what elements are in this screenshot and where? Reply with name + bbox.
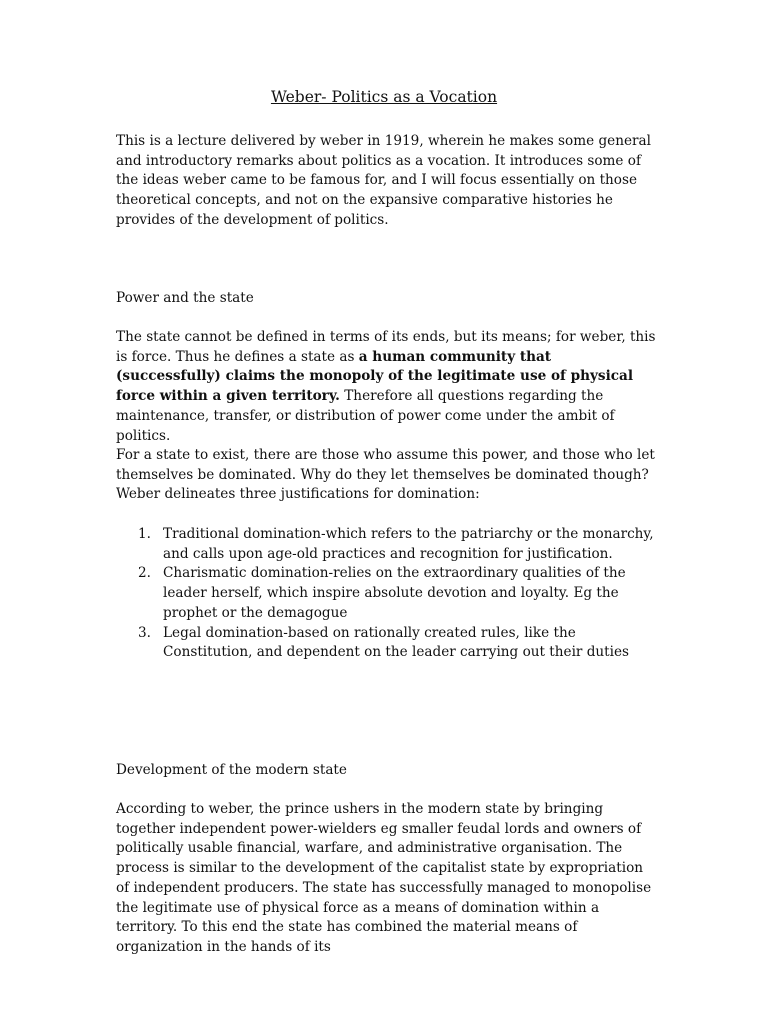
paragraph-text: The state cannot be defined in terms of its ends, but its means; for weber, this is force. Thus he defines a state as	[116, 329, 656, 365]
section-heading-power: Power and the state	[116, 290, 254, 306]
domination-paragraph: For a state to exist, there are those who assume this power, and those who let themselves be dominated. Why do they let themselves be dominated though? Weber delineates three justifications for domination:	[116, 447, 655, 503]
document-title: Weber- Politics as a Vocation	[270, 88, 498, 106]
intro-paragraph: This is a lecture delivered by weber in 1919, wherein he makes some general and introductory remarks about politics as a vocation. It introduces some of the ideas weber came to be famous for, and I will focus essentially on those theoretical concepts, and not on the expansive comparative histories he provides of the development of politics.	[116, 133, 651, 228]
bold-definition: a human community that (successfully) claims the monopoly of the legitimate use of physical force within a given territory.	[116, 348, 633, 405]
paragraph-text: Therefore all questions regarding the maintenance, transfer, or distribution of power come under the ambit of politics.	[116, 388, 615, 444]
list-number: 2.	[138, 565, 151, 582]
list-item-text: Legal domination-based on rationally created rules, like the Constitution, and dependent on the leader carrying out their duties	[163, 624, 630, 661]
list-number: 3.	[138, 624, 151, 641]
state-definition-paragraph	[116, 328, 656, 446]
domination-list	[116, 525, 661, 663]
modern-state-paragraph: According to weber, the prince ushers in the modern state by bringing together independent power-wielders eg smaller feudal lords and owners of politically usable financial, warfare, and administrative organisation. The process is similar to the development of the capitalist state by expropriation of independent producers. The state has successfully managed to monopolise the legitimate use of physical force as a means of domination within a territory. To this end the state has combined the material means of organization in the hands of its	[116, 801, 652, 955]
list-item-text: Charismatic domination-relies on the extraordinary qualities of the leader herself, which inspire absolute devotion and loyalty. Eg the prophet or the demagogue	[163, 565, 626, 621]
section-heading-modern-state: Development of the modern state	[116, 762, 347, 778]
list-item	[116, 564, 661, 623]
list-item	[116, 624, 661, 663]
list-item-text: Traditional domination-which refers to the patriarchy or the monarchy, and calls upon age-old practices and recognition for justification.	[163, 526, 654, 562]
list-item	[116, 525, 661, 564]
list-number: 1.	[138, 526, 151, 542]
